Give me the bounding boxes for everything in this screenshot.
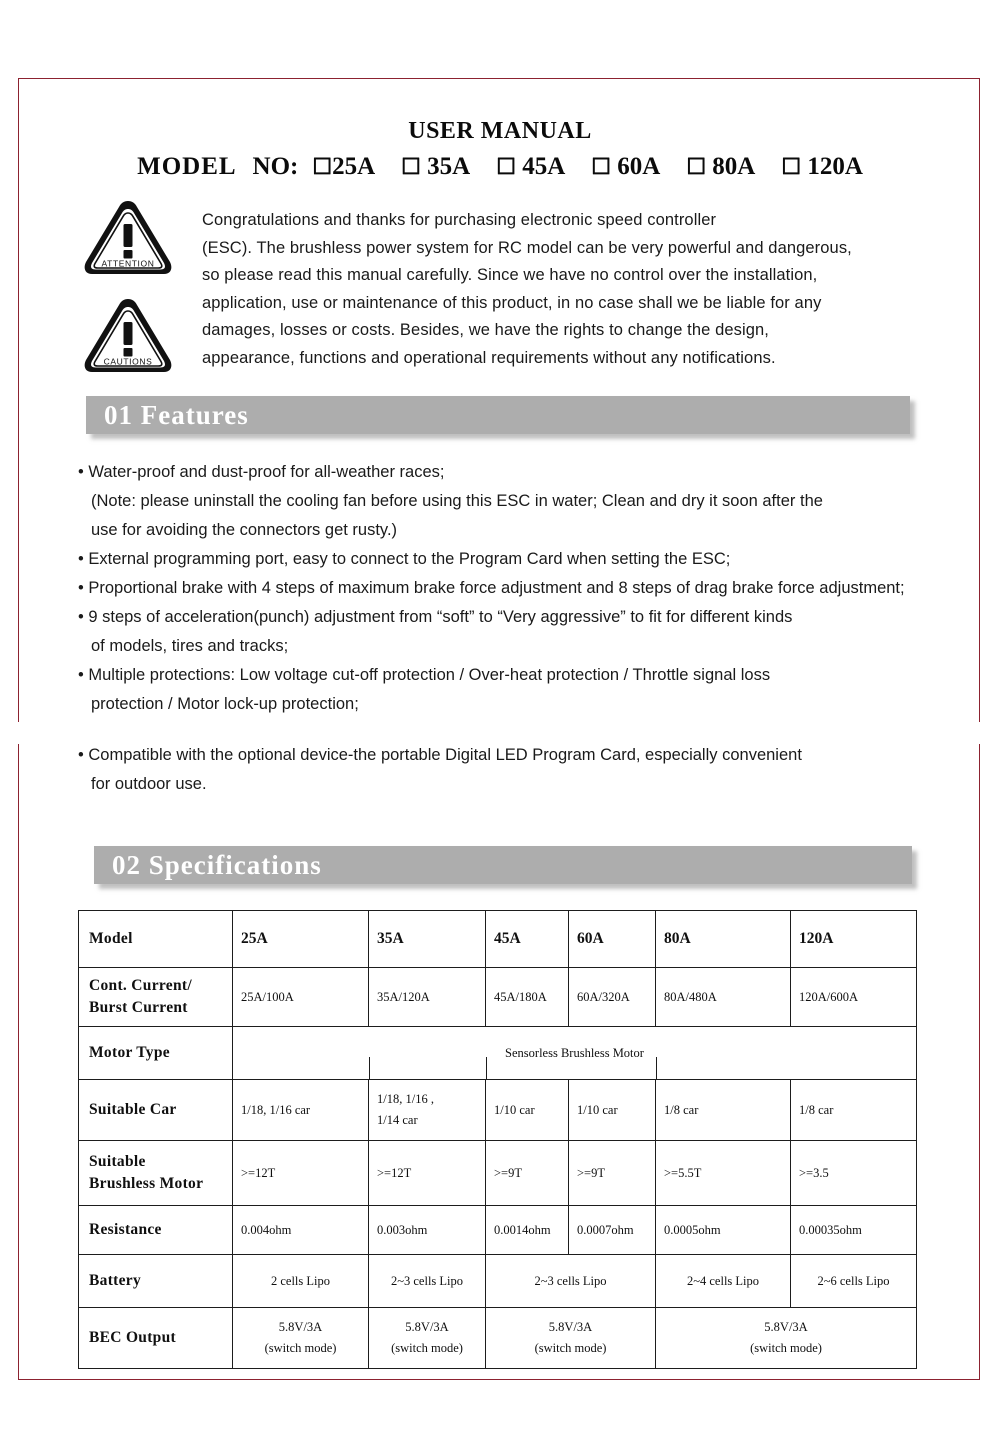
cell-res-25a: 0.004ohm bbox=[233, 1206, 369, 1255]
feature-line: use for avoiding the connectors get rusty.) bbox=[91, 521, 398, 539]
checkbox-icon[interactable]: ☐ bbox=[312, 154, 333, 179]
model-option-label: 80A bbox=[712, 153, 756, 180]
row-header-line1: Suitable bbox=[89, 1153, 146, 1170]
checkbox-icon[interactable]: ☐ bbox=[591, 154, 611, 179]
feature-line: • Multiple protections: Low voltage cut-off protection / Over-heat protection / Throttle signal loss bbox=[78, 666, 771, 684]
cell-line1: 5.8V/3A bbox=[405, 1320, 449, 1334]
row-header: Motor Type bbox=[79, 1027, 233, 1080]
specifications-table bbox=[78, 910, 917, 1369]
model-option-120a[interactable] bbox=[781, 153, 863, 180]
row-header: Model bbox=[79, 911, 233, 968]
model-option-25a[interactable] bbox=[312, 153, 375, 180]
feature-line: • External programming port, easy to connect to the Program Card when setting the ESC; bbox=[78, 550, 731, 568]
cell-line2: (switch mode) bbox=[264, 1341, 337, 1355]
feature-line: for outdoor use. bbox=[91, 775, 207, 793]
page-border-gap-left bbox=[14, 722, 23, 744]
intro-paragraph bbox=[202, 207, 914, 372]
model-option-label: 25A bbox=[332, 153, 376, 180]
cell-line1: 5.8V/3A bbox=[764, 1320, 808, 1334]
section-header-specifications bbox=[94, 846, 912, 884]
row-header-line1: Cont. Current/ bbox=[89, 977, 192, 994]
cell-bec-80a-120a bbox=[656, 1308, 917, 1369]
cell-bm-35a: >=12T bbox=[369, 1141, 486, 1206]
table-row-battery bbox=[79, 1255, 917, 1308]
section-header-specifications-label: 02 Specifications bbox=[112, 850, 322, 880]
cell-bec-25a bbox=[233, 1308, 369, 1369]
cell-res-120a: 0.00035ohm bbox=[791, 1206, 917, 1255]
cell-current-45a: 45A/180A bbox=[486, 968, 569, 1027]
intro-line: damages, losses or costs. Besides, we have the rights to change the design, bbox=[202, 321, 769, 339]
cell-bec-35a bbox=[369, 1308, 486, 1369]
cell-car-120a: 1/8 car bbox=[791, 1080, 917, 1141]
feature-item bbox=[78, 661, 928, 719]
cautions-triangle-icon bbox=[80, 294, 176, 378]
cell-line1: 5.8V/3A bbox=[278, 1320, 323, 1334]
cell-bm-120a: >=3.5 bbox=[791, 1141, 917, 1206]
features-spacer bbox=[78, 719, 928, 741]
cell-bm-25a: >=12T bbox=[233, 1141, 369, 1206]
cell-current-25a: 25A/100A bbox=[233, 968, 369, 1027]
model-option-label: 45A bbox=[522, 153, 566, 180]
row-header: Battery bbox=[79, 1255, 233, 1308]
intro-line: appearance, functions and operational requirements without any notifications. bbox=[202, 348, 776, 367]
table-row-current bbox=[79, 968, 917, 1027]
section-header-features bbox=[86, 396, 910, 434]
model-number-line bbox=[0, 153, 1000, 181]
svg-text:CAUTIONS: CAUTIONS bbox=[103, 356, 153, 367]
cell-battery-120a: 2~6 cells Lipo bbox=[791, 1255, 917, 1308]
checkbox-icon[interactable]: ☐ bbox=[496, 154, 516, 179]
model-label: MODEL bbox=[137, 153, 237, 180]
model-option-label: 35A bbox=[427, 153, 471, 180]
checkbox-icon[interactable]: ☐ bbox=[401, 154, 421, 179]
cell-bm-60a: >=9T bbox=[569, 1141, 656, 1206]
column-tick bbox=[486, 1057, 487, 1079]
cell-model-60a: 60A bbox=[569, 911, 656, 968]
row-header: Resistance bbox=[79, 1206, 233, 1255]
cell-bm-80a: >=5.5T bbox=[656, 1141, 791, 1206]
table-row-model bbox=[79, 911, 917, 968]
cell-car-60a: 1/10 car bbox=[569, 1080, 656, 1141]
table-row-motor-type bbox=[79, 1027, 917, 1080]
cell-line2: (switch mode) bbox=[750, 1341, 822, 1355]
intro-line: (ESC). The brushless power system for RC model can be very powerful and dangerous, bbox=[202, 238, 852, 257]
model-option-label: 120A bbox=[807, 153, 863, 180]
column-tick bbox=[656, 1057, 657, 1079]
cell-model-80a: 80A bbox=[656, 911, 791, 968]
cell-battery-45a-60a: 2~3 cells Lipo bbox=[486, 1255, 656, 1308]
model-option-35a[interactable] bbox=[401, 153, 470, 180]
cell-bec-45a-60a bbox=[486, 1308, 656, 1369]
model-option-45a[interactable] bbox=[496, 153, 565, 180]
cell-car-25a: 1/18, 1/16 car bbox=[233, 1080, 369, 1141]
cell-line1: 5.8V/3A bbox=[548, 1320, 593, 1334]
document-header bbox=[0, 118, 1000, 181]
feature-item bbox=[78, 741, 928, 799]
table-row-bec-output bbox=[79, 1308, 917, 1369]
cell-res-60a: 0.0007ohm bbox=[569, 1206, 656, 1255]
table-row-suitable-car bbox=[79, 1080, 917, 1141]
cell-current-80a: 80A/480A bbox=[656, 968, 791, 1027]
row-header bbox=[79, 1141, 233, 1206]
cell-battery-25a: 2 cells Lipo bbox=[233, 1255, 369, 1308]
cell-motor-type-value bbox=[233, 1027, 917, 1080]
feature-item bbox=[78, 458, 928, 487]
cell-model-35a: 35A bbox=[369, 911, 486, 968]
row-header: Suitable Car bbox=[79, 1080, 233, 1141]
table-row-resistance bbox=[79, 1206, 917, 1255]
feature-item bbox=[78, 574, 928, 603]
features-list bbox=[78, 458, 928, 799]
feature-line: • Water-proof and dust-proof for all-weather races; bbox=[78, 463, 445, 481]
cell-res-45a: 0.0014ohm bbox=[486, 1206, 569, 1255]
cell-bm-45a: >=9T bbox=[486, 1141, 569, 1206]
cell-model-25a: 25A bbox=[233, 911, 369, 968]
page-title: USER MANUAL bbox=[408, 118, 592, 144]
feature-line: • Proportional brake with 4 steps of maximum brake force adjustment and 8 steps of drag brake force adjustment; bbox=[78, 579, 905, 597]
cell-line2: (switch mode) bbox=[391, 1341, 463, 1355]
cell-current-120a: 120A/600A bbox=[791, 968, 917, 1027]
cell-res-80a: 0.0005ohm bbox=[656, 1206, 791, 1255]
page-border-gap-right bbox=[972, 722, 981, 744]
cell-car-80a: 1/8 car bbox=[656, 1080, 791, 1141]
intro-line: Congratulations and thanks for purchasing electronic speed controller bbox=[202, 211, 717, 229]
cell-res-35a: 0.003ohm bbox=[369, 1206, 486, 1255]
cell-current-60a: 60A/320A bbox=[569, 968, 656, 1027]
model-option-80a[interactable] bbox=[686, 153, 755, 180]
row-header-line2: Brushless Motor bbox=[89, 1175, 204, 1192]
model-no-label: NO: bbox=[252, 153, 299, 180]
column-tick bbox=[369, 1057, 370, 1079]
intro-line: application, use or maintenance of this product, in no case shall we be liable for any bbox=[202, 293, 822, 312]
feature-line: (Note: please uninstall the cooling fan before using this ESC in water; Clean and dry it soon after the bbox=[91, 492, 823, 510]
svg-text:ATTENTION: ATTENTION bbox=[101, 258, 155, 269]
table-row-brushless-motor bbox=[79, 1141, 917, 1206]
motor-type-label: Sensorless Brushless Motor bbox=[505, 1045, 644, 1060]
row-header bbox=[79, 968, 233, 1027]
feature-item bbox=[78, 487, 928, 545]
section-header-features-label: 01 Features bbox=[104, 400, 249, 430]
cell-line1: 1/18, 1/16 , bbox=[377, 1092, 434, 1106]
intro-line: so please read this manual carefully. Since we have no control over the installation, bbox=[202, 266, 818, 284]
model-option-60a[interactable] bbox=[591, 153, 660, 180]
cell-car-45a: 1/10 car bbox=[486, 1080, 569, 1141]
feature-line: protection / Motor lock-up protection; bbox=[91, 695, 359, 713]
cell-battery-80a: 2~4 cells Lipo bbox=[656, 1255, 791, 1308]
cell-car-35a bbox=[369, 1080, 486, 1141]
checkbox-icon[interactable]: ☐ bbox=[686, 154, 707, 179]
feature-line: of models, tires and tracks; bbox=[91, 637, 289, 655]
cell-model-120a: 120A bbox=[791, 911, 917, 968]
cell-current-35a: 35A/120A bbox=[369, 968, 486, 1027]
row-header-line2: Burst Current bbox=[89, 999, 188, 1016]
cell-line2: 1/14 car bbox=[377, 1113, 418, 1127]
checkbox-icon[interactable]: ☐ bbox=[781, 154, 802, 179]
cell-battery-35a: 2~3 cells Lipo bbox=[369, 1255, 486, 1308]
feature-line: • 9 steps of acceleration(punch) adjustment from “soft” to “Very aggressive” to fit for different kinds bbox=[78, 608, 793, 626]
feature-item bbox=[78, 603, 928, 661]
cell-line2: (switch mode) bbox=[534, 1341, 607, 1355]
attention-triangle-icon bbox=[80, 196, 176, 280]
row-header: BEC Output bbox=[79, 1308, 233, 1369]
feature-line: • Compatible with the optional device-the portable Digital LED Program Card, especially convenient bbox=[78, 746, 802, 764]
cell-model-45a: 45A bbox=[486, 911, 569, 968]
feature-item bbox=[78, 545, 928, 574]
model-option-label: 60A bbox=[617, 153, 661, 180]
warning-icons bbox=[80, 196, 180, 388]
